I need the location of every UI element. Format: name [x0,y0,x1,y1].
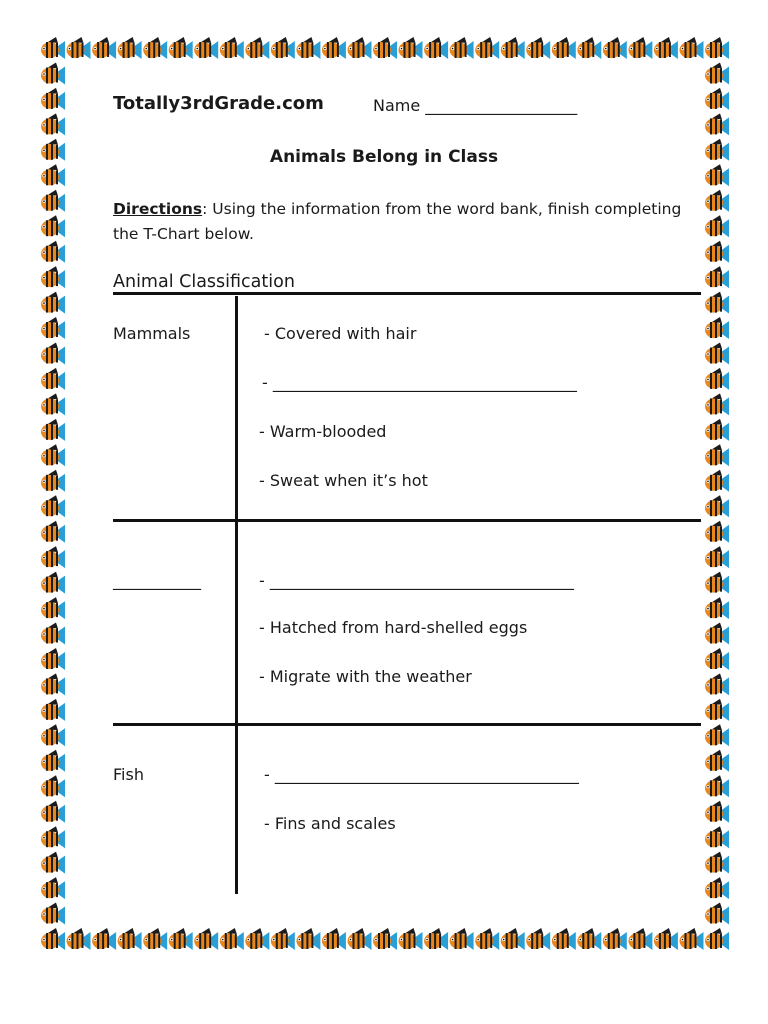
tropical-fish-icon [475,928,499,950]
tropical-fish-icon [41,572,65,594]
tropical-fish-icon [705,63,729,85]
tropical-fish-icon [41,215,65,237]
tropical-fish-icon [654,928,678,950]
tropical-fish-icon [705,88,729,110]
row-label-blank[interactable]: ___________ [113,571,201,590]
tropical-fish-icon [41,903,65,925]
directions-text: : Using the information from the word bank, finish completing the T-Chart below. [113,200,682,243]
tropical-fish-icon [41,317,65,339]
worksheet-title: Animals Belong in Class [269,147,499,167]
tropical-fish-icon [501,928,525,950]
tropical-fish-icon [41,648,65,670]
tropical-fish-icon [705,37,729,59]
tropical-fish-icon [41,419,65,441]
row-label-fish: Fish [113,765,144,784]
tropical-fish-icon [220,928,244,950]
tropical-fish-icon [41,877,65,899]
tropical-fish-icon [143,928,167,950]
tropical-fish-icon [322,37,346,59]
tropical-fish-icon [245,37,269,59]
tropical-fish-icon [705,826,729,848]
tropical-fish-icon [41,393,65,415]
tropical-fish-icon [705,241,729,263]
row-label-mammals: Mammals [113,324,191,343]
tropical-fish-icon [92,928,116,950]
tropical-fish-icon [552,37,576,59]
tropical-fish-icon [41,241,65,263]
tropical-fish-icon [705,521,729,543]
tropical-fish-icon [41,266,65,288]
tropical-fish-icon [424,37,448,59]
tropical-fish-icon [296,37,320,59]
tropical-fish-icon [348,928,372,950]
tropical-fish-icon [654,37,678,59]
tropical-fish-icon [169,928,193,950]
mammals-blank-item[interactable]: - ______________________________________ [262,373,577,392]
tropical-fish-icon [501,37,525,59]
tropical-fish-icon [118,928,142,950]
tropical-fish-icon [271,37,295,59]
mammals-item-3: - Warm-blooded [259,422,387,441]
tropical-fish-icon [92,37,116,59]
fish-item-2: - Fins and scales [264,814,396,833]
name-field-label: Name ___________________ [373,96,578,115]
tropical-fish-icon [603,37,627,59]
tropical-fish-icon [450,928,474,950]
tropical-fish-icon [41,801,65,823]
tropical-fish-icon [680,928,704,950]
tropical-fish-icon [41,292,65,314]
tropical-fish-icon [705,903,729,925]
tropical-fish-icon [705,343,729,365]
tropical-fish-icon [118,37,142,59]
chart-top-line [113,292,701,295]
tropical-fish-icon [705,673,729,695]
tropical-fish-icon [399,928,423,950]
tropical-fish-icon [373,37,397,59]
tropical-fish-icon [705,724,729,746]
tropical-fish-icon [41,597,65,619]
tropical-fish-icon [41,750,65,772]
tropical-fish-icon [296,928,320,950]
tropical-fish-icon [41,673,65,695]
tropical-fish-icon [41,444,65,466]
tropical-fish-icon [322,928,346,950]
tropical-fish-icon [41,63,65,85]
tropical-fish-icon [424,928,448,950]
chart-title: Animal Classification [113,272,295,292]
tropical-fish-icon [628,37,652,59]
tropical-fish-icon [194,37,218,59]
tropical-fish-icon [526,928,550,950]
tropical-fish-icon [705,317,729,339]
tropical-fish-icon [577,928,601,950]
tropical-fish-icon [705,852,729,874]
tropical-fish-icon [220,37,244,59]
tropical-fish-icon [705,495,729,517]
tropical-fish-icon [475,37,499,59]
tropical-fish-icon [41,343,65,365]
tropical-fish-icon [67,928,91,950]
tropical-fish-icon [705,393,729,415]
tropical-fish-icon [41,368,65,390]
mammals-item-1: - Covered with hair [264,324,417,343]
tropical-fish-icon [705,266,729,288]
tropical-fish-icon [680,37,704,59]
tropical-fish-icon [705,928,729,950]
tropical-fish-icon [41,775,65,797]
tropical-fish-icon [41,852,65,874]
tropical-fish-icon [705,572,729,594]
tropical-fish-icon [399,37,423,59]
tropical-fish-icon [373,928,397,950]
tropical-fish-icon [41,826,65,848]
tropical-fish-icon [41,164,65,186]
tropical-fish-icon [41,724,65,746]
tropical-fish-icon [705,190,729,212]
tropical-fish-icon [41,699,65,721]
tropical-fish-icon [41,521,65,543]
tropical-fish-icon [41,623,65,645]
mammals-item-4: - Sweat when it’s hot [259,471,428,490]
tropical-fish-icon [705,623,729,645]
tropical-fish-icon [705,877,729,899]
tropical-fish-icon [41,546,65,568]
tropical-fish-icon [41,495,65,517]
row2-item-3: - Migrate with the weather [259,667,472,686]
tropical-fish-icon [705,419,729,441]
tropical-fish-icon [628,928,652,950]
directions-label: Directions [113,200,203,218]
tropical-fish-icon [271,928,295,950]
tropical-fish-icon [577,37,601,59]
tropical-fish-icon [169,37,193,59]
tropical-fish-icon [705,597,729,619]
tropical-fish-icon [41,113,65,135]
row2-blank-item[interactable]: - ______________________________________ [259,571,574,590]
tropical-fish-icon [705,444,729,466]
tropical-fish-icon [41,88,65,110]
tropical-fish-icon [705,546,729,568]
tropical-fish-icon [41,928,65,950]
tropical-fish-icon [41,190,65,212]
tropical-fish-icon [194,928,218,950]
site-name: Totally3rdGrade.com [113,93,324,114]
tropical-fish-icon [450,37,474,59]
tropical-fish-icon [41,37,65,59]
row2-item-2: - Hatched from hard-shelled eggs [259,618,528,637]
fish-blank-item[interactable]: - ______________________________________ [264,765,579,784]
tropical-fish-icon [705,699,729,721]
directions [113,197,693,247]
tropical-fish-icon [705,648,729,670]
tropical-fish-icon [67,37,91,59]
tropical-fish-icon [705,775,729,797]
tropical-fish-icon [245,928,269,950]
tropical-fish-icon [143,37,167,59]
tropical-fish-icon [603,928,627,950]
tropical-fish-icon [705,470,729,492]
tropical-fish-icon [526,37,550,59]
tropical-fish-icon [41,470,65,492]
tropical-fish-icon [705,164,729,186]
tropical-fish-icon [705,801,729,823]
tropical-fish-icon [705,113,729,135]
tropical-fish-icon [705,368,729,390]
tropical-fish-icon [705,292,729,314]
tropical-fish-icon [705,750,729,772]
tropical-fish-icon [552,928,576,950]
row-divider-2 [113,723,701,726]
tropical-fish-icon [705,215,729,237]
row-divider-1 [113,519,701,522]
tropical-fish-icon [348,37,372,59]
chart-vertical-line [235,296,238,894]
